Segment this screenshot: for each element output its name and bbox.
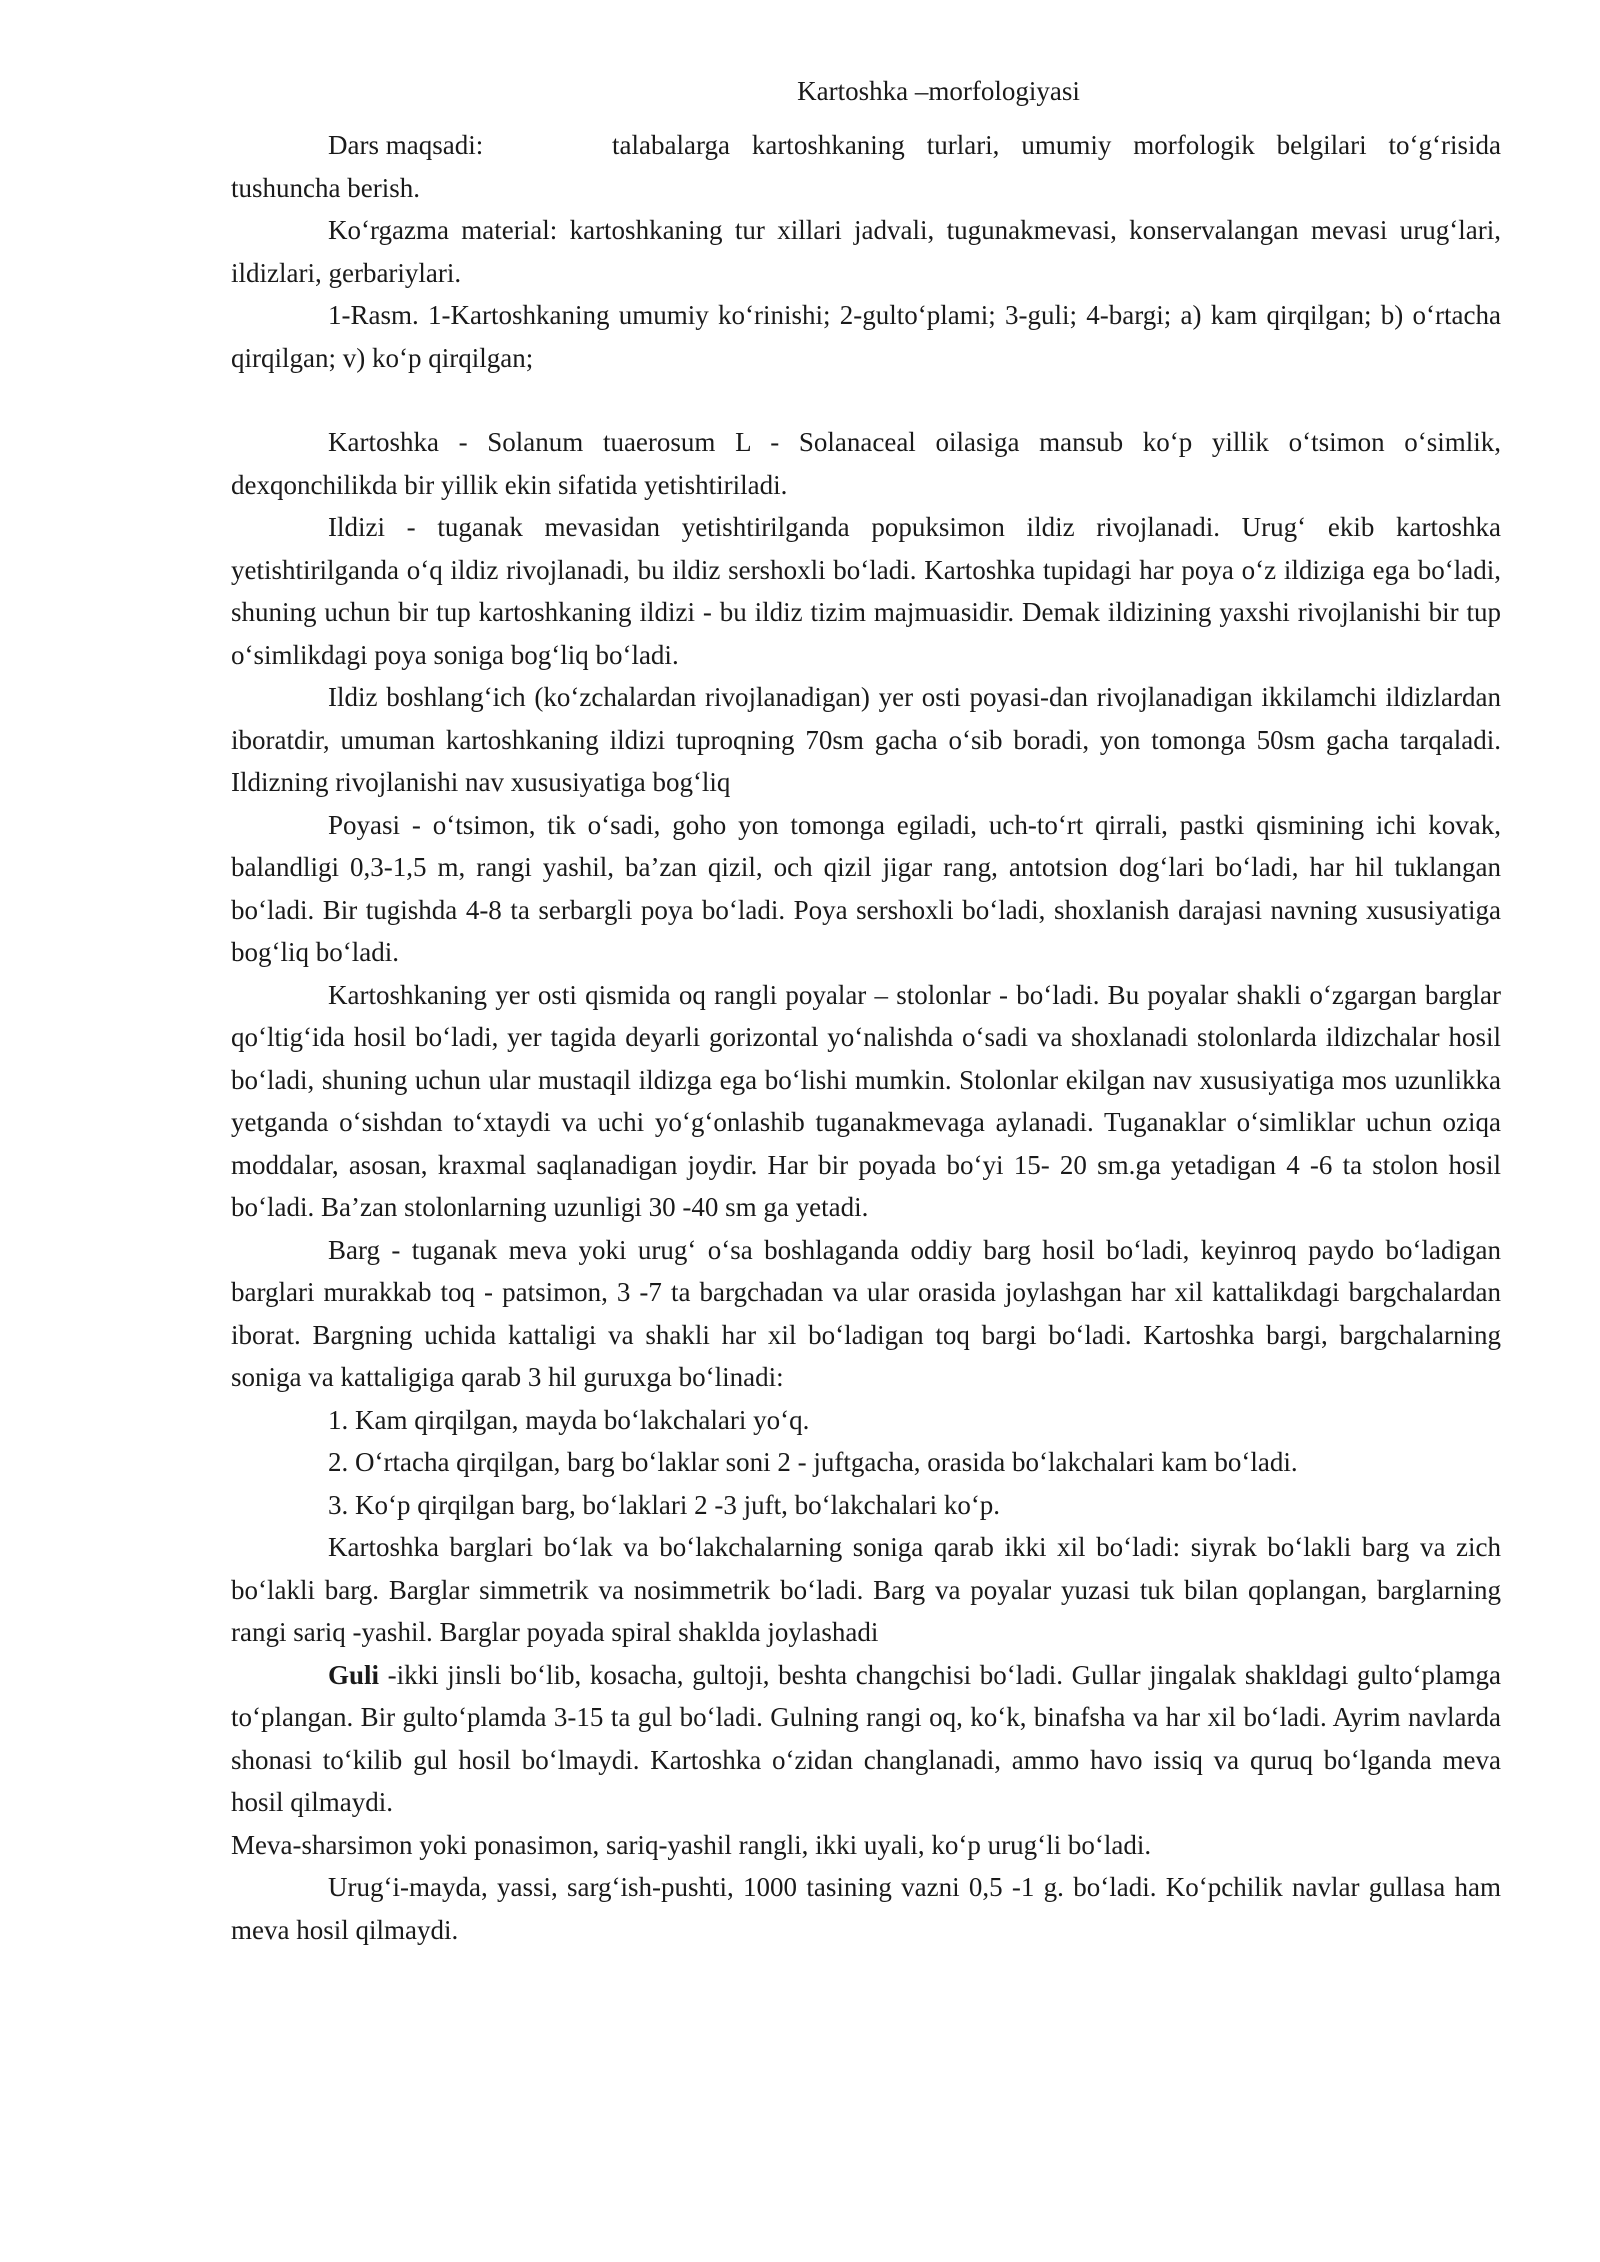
paragraph-dars-maqsadi (231, 124, 1501, 209)
list-item: 3. Ko‘p qirqilgan barg, bo‘laklari 2 -3 juft, bo‘lakchalari ko‘p. (328, 1489, 1001, 1520)
list-item: 1. Kam qirqilgan, mayda bo‘lakchalari yo‘q. (328, 1404, 810, 1435)
paragraph-korgazma: Ko‘rgazma material: kartoshkaning tur xillari jadvali, tugunakmevasi, konservalangan mevasi urug‘lari, ildizlari, gerbariylari. (231, 215, 1501, 288)
paragraph-ildiz-boshlang: Ildiz boshlang‘ich (ko‘zchalardan rivojlanadigan) yer osti poyasi-dan rivojlanadigan ikkilamchi ildizlardan iboratdir, umuman kartoshkaning ildizi tuproqning 70sm gacha o‘sib boradi, yon tomonga 50sm gacha tarqaladi. Ildizning rivojlanishi nav xususiyatiga bog‘liq (231, 682, 1501, 797)
paragraph-barglari: Kartoshka barglari bo‘lak va bo‘lakchalarning soniga qarab ikki xil bo‘ladi: siyrak bo‘lakli barg va zich bo‘lakli barg. Barglar simmetrik va nosimmetrik bo‘ladi. Barg va poyalar yuzasi tuk bilan qoplangan, barglarning rangi sariq -yashil. Barglar poyada spiral shaklda joylashadi (231, 1532, 1501, 1647)
paragraph-urugi: Urug‘i-mayda, yassi, sarg‘ish-pushti, 1000 tasining vazni 0,5 -1 g. bo‘ladi. Ko‘pchilik navlar gullasa ham meva hosil qilmaydi. (231, 1872, 1501, 1945)
list-item: 2. O‘rtacha qirqilgan, barg bo‘laklar soni 2 - juftgacha, orasida bo‘lakchalari kam bo‘ladi. (328, 1447, 1298, 1477)
blank-line (231, 379, 1501, 421)
dars-maqsadi-label: Dars maqsadi: (328, 130, 484, 160)
paragraph-rasm: 1-Rasm. 1-Kartoshkaning umumiy ko‘rinishi; 2-gulto‘plami; 3-guli; 4-bargi; a) kam qirqilgan; b) o‘rtacha qirqilgan; v) ko‘p qirqilgan; (231, 300, 1501, 373)
dars-maqsadi-text: talabalarga kartoshkaning turlari, umumiy morfologik belgilari to‘g‘risida tushuncha berish. (231, 130, 1501, 203)
paragraph-poyasi: Poyasi - o‘tsimon, tik o‘sadi, goho yon tomonga egiladi, uch-to‘rt qirrali, pastki qismining ichi kovak, balandligi 0,3-1,5 m, rangi yashil, ba’zan qizil, och qizil jigar rang, antotsion dog‘lari bo‘ladi, har hil tuklangan bo‘ladi. Bir tugishda 4-8 ta serbargli poya bo‘ladi. Poya sershoxli bo‘ladi, shoxlanish darajasi navning xususiyatiga bog‘liq bo‘ladi. (231, 809, 1501, 967)
guli-text: -ikki jinsli bo‘lib, kosacha, gultoji, beshta changchisi bo‘ladi. Gullar jingalak shakldagi gulto‘plamga to‘plangan. Bir gulto‘plamda 3-15 ta gul bo‘ladi. Gulning rangi oq, ko‘k, binafsha va har xil bo‘ladi. Ayrim navlarda shonasi to‘kilib gul hosil bo‘lmaydi. Kartoshka o‘zidan changlanadi, ammo havo issiq va quruq bo‘lganda meva hosil qilmaydi. (231, 1659, 1501, 1817)
paragraph-ildizi: Ildizi - tuganak mevasidan yetishtirilganda popuksimon ildiz rivojlanadi. Urug‘ ekib kartoshka yetishtirilganda o‘q ildiz rivojlanadi, bu ildiz sershoxli bo‘ladi. Kartoshka tupidagi har poya o‘z ildiziga ega bo‘ladi, shuning uchun bir tup kartoshkaning ildizi - bu ildiz tizim majmuasidir. Demak ildizining yaxshi rivojlanishi bir tup o‘simlikdagi poya soniga bog‘liq bo‘ladi. (231, 512, 1501, 670)
guli-bold-label: Guli (328, 1659, 380, 1690)
page-title: Kartoshka –morfologiyasi (797, 76, 1080, 106)
paragraph-stolon: Kartoshkaning yer osti qismida oq rangli poyalar – stolonlar - bo‘ladi. Bu poyalar shakli o‘zgargan barglar qo‘ltig‘ida hosil bo‘ladi, yer tagida deyarli gorizontal yo‘nalishda o‘sadi va shoxlanadi stolonlarda ildizchalar hosil bo‘ladi, shuning uchun ular mustaqil ildizga ega bo‘lishi mumkin. Stolonlar ekilgan nav xususiyatiga mos uzunlikka yetganda o‘sishdan to‘xtaydi va uchi yo‘g‘onlashib tuganakmevaga aylanadi. Tuganaklar o‘simliklar uchun oziqa moddalar, asosan, kraxmal saqlanadigan joydir. Har bir poyada bo‘yi 15- 20 sm.ga yetadigan 4 -6 ta stolon hosil bo‘ladi. Ba’zan stolonlarning uzunligi 30 -40 sm ga yetadi. (231, 979, 1501, 1222)
paragraph-guli (231, 1654, 1501, 1824)
document-body (231, 70, 1501, 1951)
paragraph-barg: Barg - tuganak meva yoki urug‘ o‘sa boshlaganda oddiy barg hosil bo‘ladi, keyinroq paydo bo‘ladigan barglari murakkab toq - patsimon, 3 -7 ta bargchadan va ular orasida joylashgan har xil kattalikdagi bargchalardan iborat. Bargning uchida kattaligi va shakli har xil bo‘ladigan toq bargi bo‘ladi. Kartoshka bargi, bargchalarning soniga va kattaligiga qarab 3 hil guruxga bo‘linadi: (231, 1234, 1501, 1392)
paragraph-meva: Meva-sharsimon yoki ponasimon, sariq-yashil rangli, ikki uyali, ko‘p urug‘li bo‘ladi. (231, 1829, 1152, 1860)
paragraph-solanum: Kartoshka - Solanum tuaerosum L - Solanaceal oilasiga mansub ko‘p yillik o‘tsimon o‘simlik, dexqonchilikda bir yillik ekin sifatida yetishtiriladi. (231, 427, 1501, 500)
